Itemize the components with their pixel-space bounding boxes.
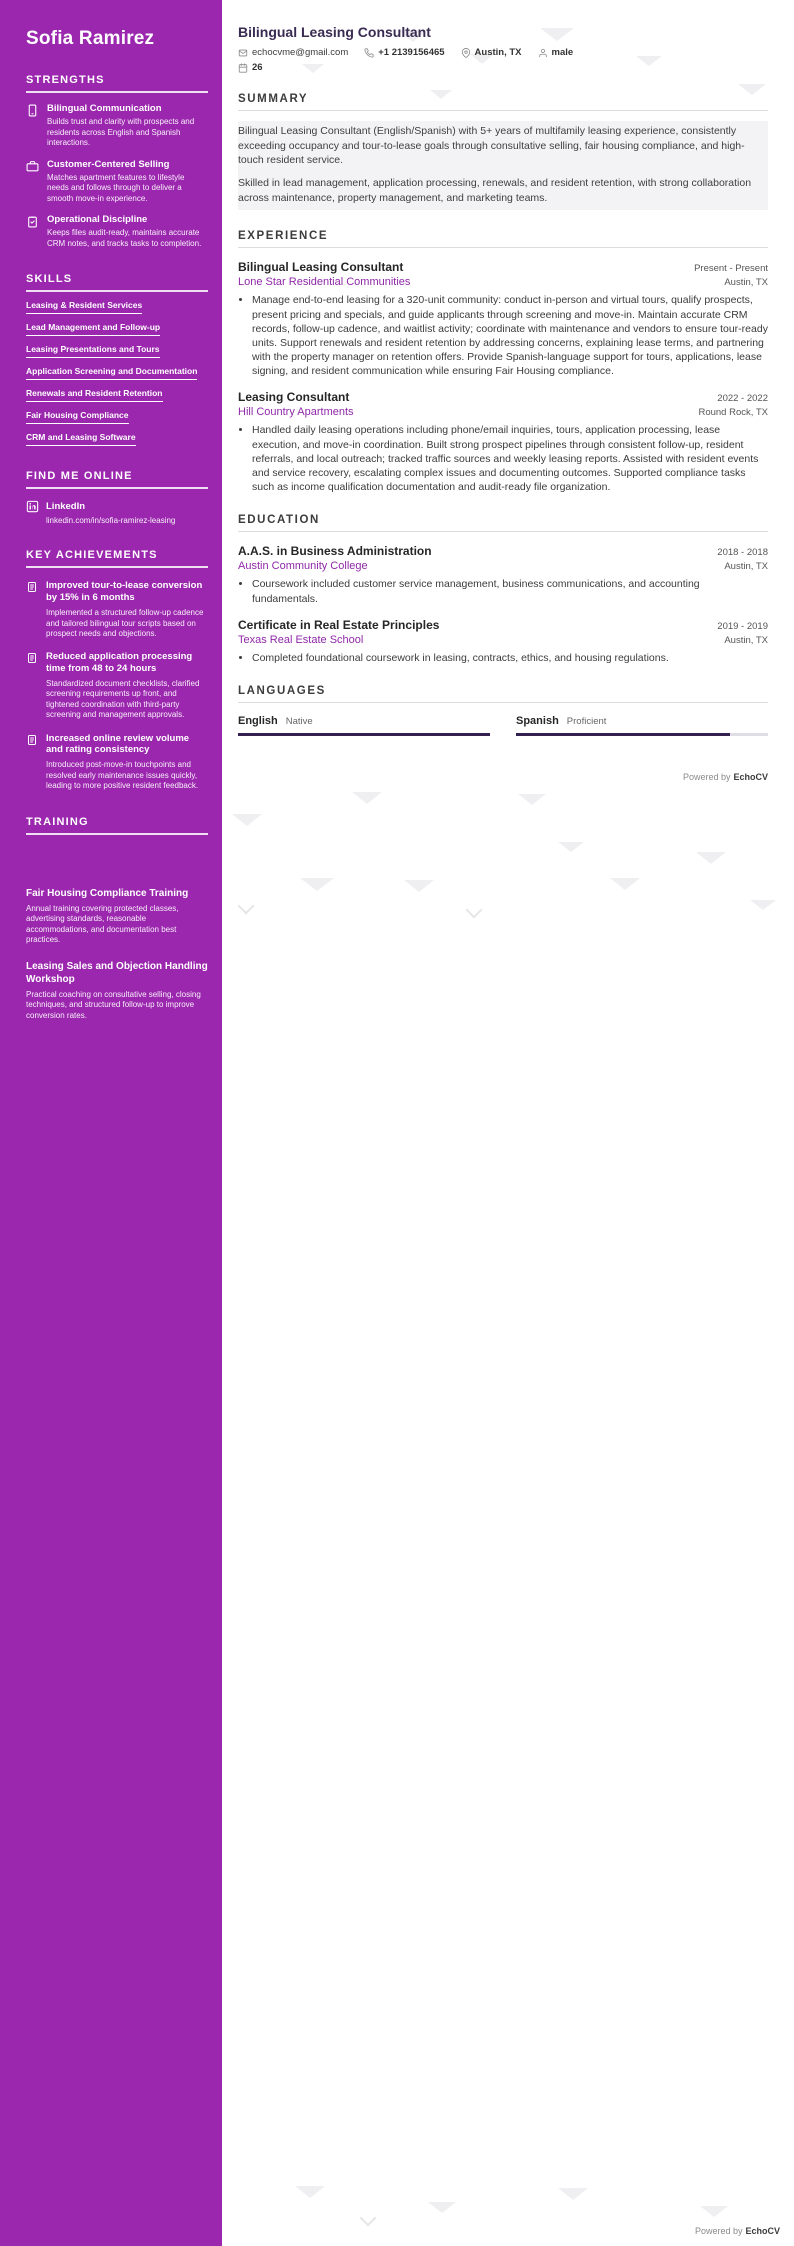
experience-company: Lone Star Residential Communities xyxy=(238,276,411,289)
chevron-watermark-icon xyxy=(352,792,382,804)
linkedin-icon xyxy=(26,500,39,513)
training-desc: Practical coaching on consultative selling, closing techniques, and structured follow-up to improve conversion rates. xyxy=(26,989,201,1020)
chevron-watermark-icon xyxy=(700,2206,728,2217)
brand-text: EchoCV xyxy=(745,2226,780,2236)
powered-by-text: Powered by xyxy=(682,772,731,782)
experience-dates: 2022 - 2022 xyxy=(717,393,768,405)
email-text: echocvme@gmail.com xyxy=(252,47,349,58)
summary-block xyxy=(238,121,768,210)
strength-desc: Builds trust and clarity with prospects and residents across English and Spanish interactions. xyxy=(47,117,195,148)
experience-heading: EXPERIENCE xyxy=(238,230,768,248)
strength-title: Customer-Centered Selling xyxy=(47,158,170,170)
skill-item: Leasing & Resident Services xyxy=(26,300,142,314)
chevron-watermark-icon xyxy=(466,902,483,919)
skill-item: CRM and Leasing Software xyxy=(26,432,136,446)
mail-icon xyxy=(238,48,248,58)
strength-title: Bilingual Communication xyxy=(47,103,162,114)
education-location: Austin, TX xyxy=(724,634,768,646)
contact-email xyxy=(238,47,348,58)
education-degree: Certificate in Real Estate Principles xyxy=(238,617,440,632)
education-heading: EDUCATION xyxy=(238,514,768,532)
chevron-watermark-icon xyxy=(360,2210,377,2227)
training-items xyxy=(26,887,208,1022)
chevron-watermark-icon xyxy=(696,852,726,864)
training-item xyxy=(26,887,208,946)
strength-item xyxy=(26,103,208,149)
chevron-watermark-icon xyxy=(404,880,434,892)
experience-bullet: • Manage end-to-end leasing for a 320-unit community: conduct in-person and virtual tours, qualify prospects, present pricing and specials, and guide applicants through screening and move-in. Maintain accurate CRM records, follow-up cadence, and waitlist activity; coordinate with maintenance and vendors to ensure tour-ready units. Support renewals and resident retention by addressing concerns, explaining lease terms, and partnering with the property manager on retention offers. Provide Spanish-language support for tours, applications, lease signing, and resident communication while ensuring Fair Housing compliance. xyxy=(252,293,768,378)
achievement-desc: Introduced post-move-in touchpoints and resolved early maintenance issues quickly, leading to more positive resident feedback. xyxy=(46,760,199,791)
language-level: Proficient xyxy=(566,715,607,727)
education-school: Austin Community College xyxy=(238,560,368,573)
chevron-watermark-icon xyxy=(558,2188,588,2200)
language-item xyxy=(238,715,490,736)
user-icon xyxy=(538,48,548,58)
chevron-watermark-icon xyxy=(295,2186,325,2198)
language-bar xyxy=(516,733,768,736)
main-content xyxy=(222,0,794,736)
education-degree: A.A.S. in Business Administration xyxy=(238,544,432,559)
phone-text: +1 2139156465 xyxy=(378,47,445,58)
experience-bullets xyxy=(238,293,768,378)
summary-paragraph: Skilled in lead management, application processing, renewals, and resident retention, with strong collaboration across maintenance, property management, and marketing teams. xyxy=(238,177,752,204)
education-entry xyxy=(238,618,768,665)
strengths-heading: STRENGTHS xyxy=(26,74,208,93)
languages-heading: LANGUAGES xyxy=(238,685,768,703)
achievement-title: Increased online review volume and rating consistency xyxy=(46,732,190,756)
achievement-item xyxy=(26,580,208,639)
achievement-desc: Implemented a structured follow-up cadence and tailored bilingual tour scripts based on prospect needs and objections. xyxy=(46,608,204,638)
training-title: Fair Housing Compliance Training xyxy=(26,887,189,899)
achievement-title: Reduced application processing time from 48 to 24 hours xyxy=(46,651,193,675)
contact-gender xyxy=(538,47,574,58)
skill-item: Renewals and Resident Retention xyxy=(26,388,163,402)
experience-bullets xyxy=(238,423,768,494)
training-heading: TRAINING xyxy=(26,816,208,835)
strengths-section xyxy=(26,74,208,249)
language-name: English xyxy=(238,714,278,727)
experience-bullet: • Handled daily leasing operations including phone/email inquiries, tours, application processing, lease execution, and move-in coordination. Built strong prospect pipelines through consistent follow-up, resident referrals, and local outreach; tracked traffic sources and weekly leasing reports. Assisted with resident events and service recovery, escalating complex issues and documenting outcomes. Supported compliance tasks such as income qualification documentation and audit-ready file organization. xyxy=(252,423,768,494)
chevron-watermark-icon xyxy=(610,878,640,890)
experience-location: Austin, TX xyxy=(724,277,768,289)
powered-by-footer[interactable] xyxy=(683,772,768,782)
education-entry xyxy=(238,544,768,605)
briefcase-icon xyxy=(26,160,39,173)
education-bullet: • Completed foundational coursework in leasing, contracts, ethics, and housing regulations. xyxy=(252,651,768,665)
language-bar-fill xyxy=(238,733,490,736)
smartphone-icon xyxy=(26,104,39,117)
contact-location xyxy=(461,47,522,58)
education-dates: 2018 - 2018 xyxy=(717,547,768,559)
gender-text: male xyxy=(551,47,574,58)
experience-entry xyxy=(238,390,768,494)
file-text-icon xyxy=(26,581,38,593)
skill-item: Lead Management and Follow-up xyxy=(26,322,160,336)
strength-desc: Matches apartment features to lifestyle needs and follows through to deliver a smooth move-in experience. xyxy=(47,172,185,203)
achievement-desc: Standardized document checklists, clarified screening requirements up front, and tightened coordination with third-party screening and management approvals. xyxy=(46,679,200,720)
resume-title: Bilingual Leasing Consultant xyxy=(238,24,431,40)
skill-item: Fair Housing Compliance xyxy=(26,410,129,424)
powered-by-text: Powered by xyxy=(694,2226,743,2236)
chevron-watermark-icon xyxy=(518,794,546,805)
experience-role: Bilingual Leasing Consultant xyxy=(238,260,404,275)
chevron-watermark-icon xyxy=(428,2202,456,2213)
linkedin-url[interactable]: linkedin.com/in/sofia-ramirez-leasing xyxy=(46,516,176,526)
experience-role: Leasing Consultant xyxy=(238,390,350,405)
chevron-watermark-icon xyxy=(558,842,584,852)
strength-desc: Keeps files audit-ready, maintains accurate CRM notes, and tracks tasks to completion. xyxy=(47,228,202,248)
sidebar xyxy=(0,0,222,2246)
education-bullets xyxy=(238,577,768,605)
experience-entry xyxy=(238,260,768,378)
language-level: Native xyxy=(285,715,313,727)
chevron-watermark-icon xyxy=(238,898,255,915)
contact-age xyxy=(238,62,263,73)
contact-row xyxy=(238,47,768,58)
contact-phone xyxy=(364,47,444,58)
skill-item: Leasing Presentations and Tours xyxy=(26,344,160,358)
education-bullets xyxy=(238,651,768,665)
strength-item xyxy=(26,214,208,249)
language-item xyxy=(516,715,768,736)
skill-item: Application Screening and Documentation xyxy=(26,366,197,380)
strength-title: Operational Discipline xyxy=(47,214,148,226)
skills-heading: SKILLS xyxy=(26,273,208,292)
file-text-icon xyxy=(26,734,38,746)
powered-by-footer[interactable] xyxy=(695,2226,780,2236)
find-me-online-section xyxy=(26,470,208,525)
summary-paragraph: Bilingual Leasing Consultant (English/Spanish) with 5+ years of multifamily leasing experience, consistently exceeding occupancy and tour-to-lease goals through consultative selling, fair housing compliance, and high-touch resident service. xyxy=(238,125,745,167)
chevron-watermark-icon xyxy=(750,900,776,910)
chevron-watermark-icon xyxy=(232,814,262,826)
achievement-item xyxy=(26,651,208,720)
chevron-watermark-icon xyxy=(300,878,334,891)
calendar-icon xyxy=(238,63,248,73)
training-desc: Annual training covering protected classes, advertising standards, reasonable accommodations, and documentation best practices. xyxy=(26,903,179,945)
education-bullet: • Coursework included customer service management, business communications, and accounting fundamentals. xyxy=(252,577,768,605)
clipboard-check-icon xyxy=(26,215,39,228)
location-text: Austin, TX xyxy=(474,47,522,58)
skills-section xyxy=(26,273,208,446)
experience-company: Hill Country Apartments xyxy=(238,406,354,419)
strength-item xyxy=(26,159,208,205)
brand-text: EchoCV xyxy=(733,772,768,782)
education-location: Austin, TX xyxy=(724,561,768,573)
map-pin-icon xyxy=(461,48,471,58)
training-item xyxy=(26,960,208,1022)
languages-list xyxy=(238,715,768,736)
training-title: Leasing Sales and Objection Handling Workshop xyxy=(26,960,208,985)
social-link-item xyxy=(26,499,208,525)
language-bar-fill xyxy=(516,733,730,736)
linkedin-label: LinkedIn xyxy=(46,500,86,512)
key-achievements-section xyxy=(26,549,208,791)
training-section xyxy=(26,816,208,1022)
summary-heading: SUMMARY xyxy=(238,93,768,111)
achievement-item xyxy=(26,733,208,792)
experience-location: Round Rock, TX xyxy=(698,407,768,419)
achievement-title: Improved tour-to-lease conversion by 15% in 6 months xyxy=(46,580,203,604)
contact-row xyxy=(238,62,768,73)
key-achievements-heading: KEY ACHIEVEMENTS xyxy=(26,549,208,568)
find-me-online-heading: FIND ME ONLINE xyxy=(26,470,208,489)
education-school: Texas Real Estate School xyxy=(238,633,364,646)
experience-dates: Present - Present xyxy=(694,263,768,275)
language-bar xyxy=(238,733,490,736)
file-text-icon xyxy=(26,652,38,664)
education-dates: 2019 - 2019 xyxy=(717,620,768,632)
candidate-name: Sofia Ramirez xyxy=(26,28,155,49)
age-text: 26 xyxy=(252,62,263,73)
language-name: Spanish xyxy=(516,714,559,727)
phone-icon xyxy=(364,48,374,58)
